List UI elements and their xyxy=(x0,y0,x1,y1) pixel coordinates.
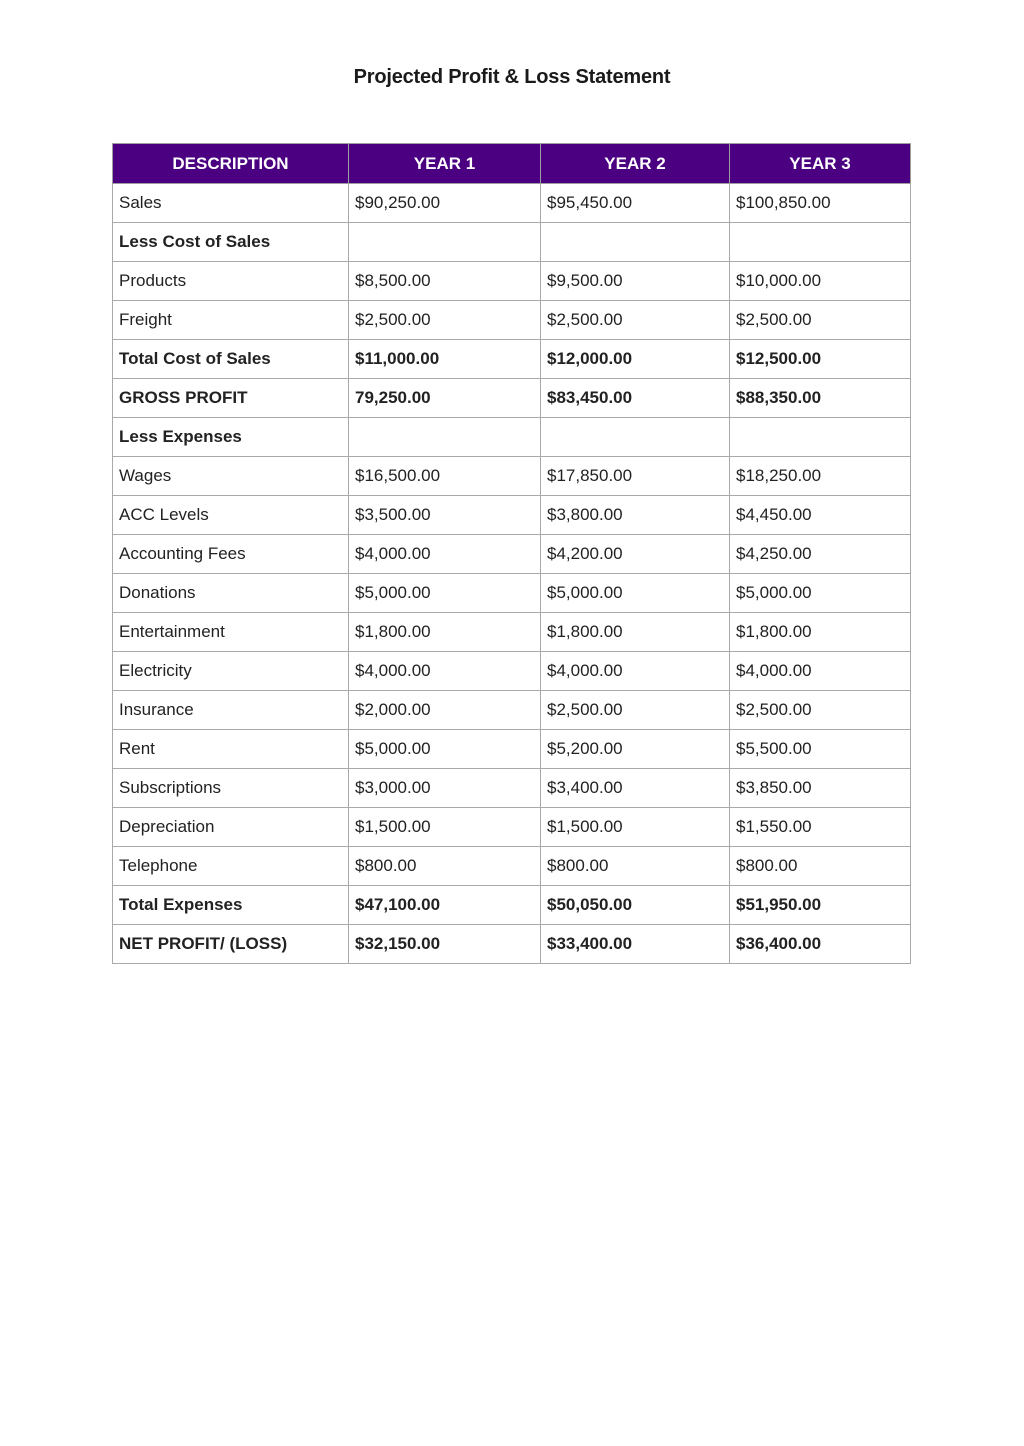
year-1-cell: $1,800.00 xyxy=(349,613,541,652)
year-3-cell: $18,250.00 xyxy=(730,457,911,496)
table-row xyxy=(113,457,911,496)
table-row xyxy=(113,301,911,340)
year-1-cell: $16,500.00 xyxy=(349,457,541,496)
year-3-cell xyxy=(730,418,911,457)
table-row xyxy=(113,379,911,418)
year-1-cell xyxy=(349,223,541,262)
column-header-year-2: YEAR 2 xyxy=(541,144,730,184)
year-1-cell: $3,500.00 xyxy=(349,496,541,535)
year-1-cell: $3,000.00 xyxy=(349,769,541,808)
year-2-cell: $50,050.00 xyxy=(541,886,730,925)
table-row xyxy=(113,652,911,691)
table-row xyxy=(113,184,911,223)
year-3-cell: $1,800.00 xyxy=(730,613,911,652)
description-cell: Rent xyxy=(113,730,349,769)
description-cell: Insurance xyxy=(113,691,349,730)
year-1-cell: $47,100.00 xyxy=(349,886,541,925)
table-row xyxy=(113,808,911,847)
year-2-cell: $12,000.00 xyxy=(541,340,730,379)
year-2-cell: $1,500.00 xyxy=(541,808,730,847)
table-row xyxy=(113,847,911,886)
table-row xyxy=(113,574,911,613)
year-3-cell: $51,950.00 xyxy=(730,886,911,925)
description-cell: Sales xyxy=(113,184,349,223)
year-3-cell: $5,000.00 xyxy=(730,574,911,613)
year-1-cell: $5,000.00 xyxy=(349,574,541,613)
description-cell: Products xyxy=(113,262,349,301)
description-cell: Telephone xyxy=(113,847,349,886)
year-3-cell: $100,850.00 xyxy=(730,184,911,223)
year-3-cell: $4,000.00 xyxy=(730,652,911,691)
year-2-cell xyxy=(541,223,730,262)
year-2-cell: $95,450.00 xyxy=(541,184,730,223)
year-2-cell: $9,500.00 xyxy=(541,262,730,301)
column-header-year-1: YEAR 1 xyxy=(349,144,541,184)
year-3-cell: $1,550.00 xyxy=(730,808,911,847)
description-cell: ACC Levels xyxy=(113,496,349,535)
year-3-cell: $88,350.00 xyxy=(730,379,911,418)
year-3-cell: $5,500.00 xyxy=(730,730,911,769)
table-row xyxy=(113,496,911,535)
table-row xyxy=(113,262,911,301)
description-cell: Less Expenses xyxy=(113,418,349,457)
year-1-cell: $11,000.00 xyxy=(349,340,541,379)
year-1-cell: $5,000.00 xyxy=(349,730,541,769)
table-row xyxy=(113,730,911,769)
year-2-cell: $3,400.00 xyxy=(541,769,730,808)
table-row xyxy=(113,886,911,925)
description-cell: Accounting Fees xyxy=(113,535,349,574)
year-1-cell: 79,250.00 xyxy=(349,379,541,418)
year-3-cell: $36,400.00 xyxy=(730,925,911,964)
description-cell: Electricity xyxy=(113,652,349,691)
year-2-cell: $800.00 xyxy=(541,847,730,886)
year-2-cell: $5,200.00 xyxy=(541,730,730,769)
description-cell: Less Cost of Sales xyxy=(113,223,349,262)
year-2-cell: $33,400.00 xyxy=(541,925,730,964)
year-3-cell: $4,250.00 xyxy=(730,535,911,574)
year-1-cell xyxy=(349,418,541,457)
year-2-cell: $1,800.00 xyxy=(541,613,730,652)
description-cell: Depreciation xyxy=(113,808,349,847)
year-2-cell: $4,200.00 xyxy=(541,535,730,574)
year-1-cell: $32,150.00 xyxy=(349,925,541,964)
year-1-cell: $4,000.00 xyxy=(349,535,541,574)
year-3-cell: $3,850.00 xyxy=(730,769,911,808)
year-2-cell: $2,500.00 xyxy=(541,301,730,340)
column-header-year-3: YEAR 3 xyxy=(730,144,911,184)
table-row xyxy=(113,223,911,262)
description-cell: Donations xyxy=(113,574,349,613)
year-3-cell: $10,000.00 xyxy=(730,262,911,301)
year-3-cell: $800.00 xyxy=(730,847,911,886)
year-2-cell: $5,000.00 xyxy=(541,574,730,613)
profit-loss-table xyxy=(112,143,911,964)
table-row xyxy=(113,691,911,730)
year-3-cell: $2,500.00 xyxy=(730,301,911,340)
page-title: Projected Profit & Loss Statement xyxy=(353,66,671,88)
year-3-cell: $4,450.00 xyxy=(730,496,911,535)
description-cell: Total Cost of Sales xyxy=(113,340,349,379)
table-row xyxy=(113,769,911,808)
column-header-description: DESCRIPTION xyxy=(113,144,349,184)
year-1-cell: $8,500.00 xyxy=(349,262,541,301)
table-row xyxy=(113,535,911,574)
table-header-row xyxy=(113,144,911,184)
year-2-cell: $83,450.00 xyxy=(541,379,730,418)
year-2-cell: $4,000.00 xyxy=(541,652,730,691)
description-cell: NET PROFIT/ (LOSS) xyxy=(113,925,349,964)
description-cell: Subscriptions xyxy=(113,769,349,808)
description-cell: Entertainment xyxy=(113,613,349,652)
year-1-cell: $90,250.00 xyxy=(349,184,541,223)
description-cell: Wages xyxy=(113,457,349,496)
year-2-cell: $17,850.00 xyxy=(541,457,730,496)
year-1-cell: $2,000.00 xyxy=(349,691,541,730)
year-2-cell: $3,800.00 xyxy=(541,496,730,535)
table-body xyxy=(113,184,911,964)
table-row xyxy=(113,613,911,652)
year-3-cell: $12,500.00 xyxy=(730,340,911,379)
description-cell: Total Expenses xyxy=(113,886,349,925)
table-row xyxy=(113,340,911,379)
year-1-cell: $800.00 xyxy=(349,847,541,886)
year-3-cell xyxy=(730,223,911,262)
table-row xyxy=(113,925,911,964)
year-2-cell xyxy=(541,418,730,457)
description-cell: GROSS PROFIT xyxy=(113,379,349,418)
year-2-cell: $2,500.00 xyxy=(541,691,730,730)
year-1-cell: $2,500.00 xyxy=(349,301,541,340)
description-cell: Freight xyxy=(113,301,349,340)
year-1-cell: $1,500.00 xyxy=(349,808,541,847)
year-1-cell: $4,000.00 xyxy=(349,652,541,691)
year-3-cell: $2,500.00 xyxy=(730,691,911,730)
table-row xyxy=(113,418,911,457)
